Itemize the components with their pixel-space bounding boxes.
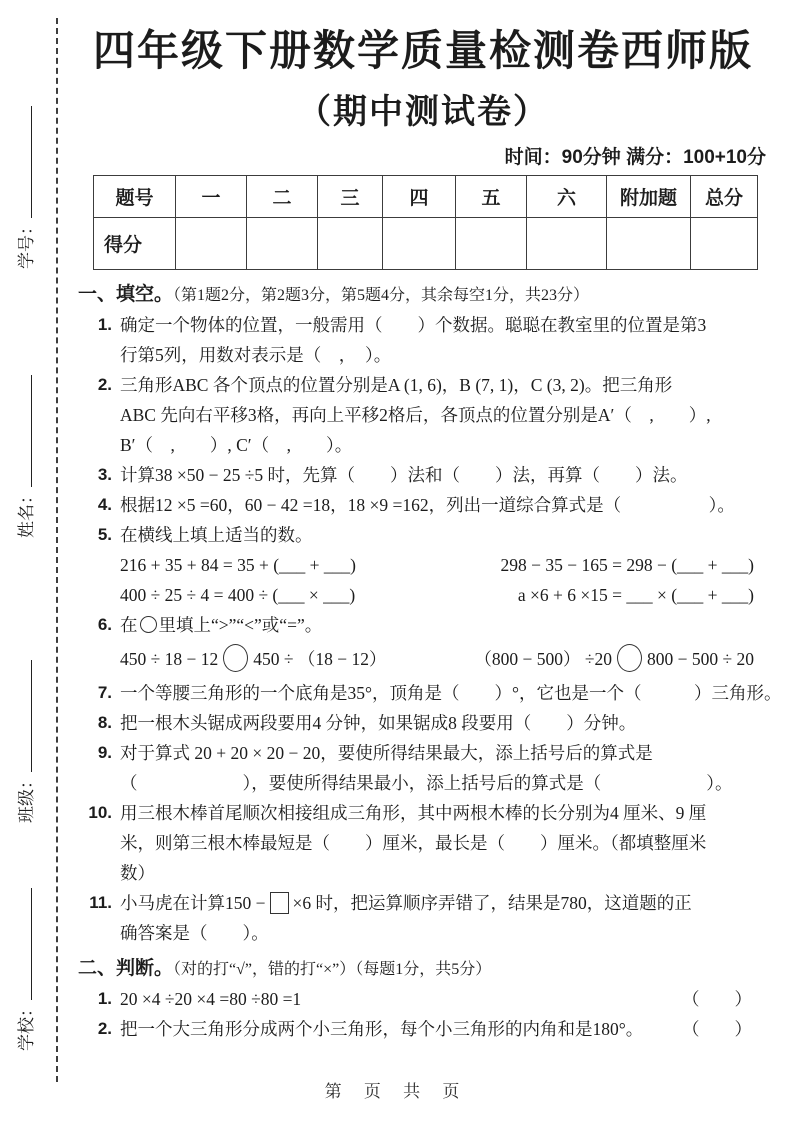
question-line: 根据12 ×5 =60，60 − 42 =18，18 ×9 =162，列出一道综合算式是（ ）。 (120, 495, 735, 515)
equation: 298 − 35 − 165 = 298 − (___ + ___) (500, 555, 754, 575)
question-item (78, 678, 782, 708)
question-line: 数） (120, 863, 155, 883)
question-number: 1. (97, 989, 112, 1008)
question-line: 确答案是（ ）。 (120, 923, 269, 943)
question-body (120, 460, 768, 490)
question-item (78, 984, 768, 1014)
question-line: 把一根木头锯成两段要用4 分钟，如果锯成8 段要用（ ）分钟。 (120, 713, 637, 733)
question-body (120, 738, 768, 798)
score-table-header-row (94, 176, 758, 218)
question-body (120, 1014, 768, 1044)
judge-statement: 20 ×4 ÷20 ×4 =80 ÷80 =1 (120, 989, 302, 1009)
fill-circle-icon (140, 616, 157, 633)
score-empty-cell (456, 218, 527, 270)
equation: 216 + 35 + 84 = 35 + (___ + ___) (120, 555, 357, 575)
paper-subtitle: （期中测试卷） (297, 93, 549, 131)
question-line: 三角形ABC 各个顶点的位置分别是A (1, 6)，B (7, 1)，C (3, 2)。把三角形 (120, 375, 673, 395)
section-fill-in-blanks (78, 281, 782, 948)
question-item (78, 738, 768, 798)
class-blank-line (14, 660, 32, 772)
question-line: 一个等腰三角形的一个底角是35°，顶角是（ ）°，它也是一个（ ）三角形。 (120, 683, 782, 703)
section-title: 二、判断。 (78, 958, 174, 979)
question-line: B′（ , ）, C′（ , ）。 (120, 435, 353, 455)
question-body (120, 708, 768, 738)
section-true-false-heading (78, 955, 768, 984)
question-number: 6. (97, 615, 112, 634)
score-header-cell: 二 (247, 176, 318, 218)
question-body (120, 310, 768, 370)
question-line: 在 里填上“>”“<”或“=”。 (120, 615, 323, 635)
question-body (120, 984, 768, 1014)
judge-row (120, 1014, 768, 1044)
equation: 400 ÷ 25 ÷ 4 = 400 ÷ (___ × ___) (120, 585, 356, 605)
equation: （800 − 500） ÷20 800 − 500 ÷ 20 (474, 640, 754, 678)
question-body (120, 490, 768, 520)
question-line: ABC 先向右平移3格，再向上平移2格后，各顶点的位置分别是A′（ , ）, (120, 405, 711, 425)
score-header-cell: 四 (383, 176, 456, 218)
score-header-cell: 一 (176, 176, 247, 218)
score-header-cell: 三 (318, 176, 383, 218)
paper-content (78, 0, 782, 1044)
question-item (78, 610, 768, 678)
score-empty-cell (383, 218, 456, 270)
question-line: 行第5列，用数对表示是（ ， ）。 (120, 345, 392, 365)
question-line: （ ），要使所得结果最小，添上括号后的算式是（ ）。 (120, 773, 733, 793)
question-line: 计算38 ×50 − 25 ÷5 时，先算（ ）法和（ ）法，再算（ ）法。 (120, 465, 688, 485)
section-title: 一、填空。 (78, 284, 174, 305)
score-header-cell: 六 (527, 176, 607, 218)
judge-answer-bracket: （ ） (682, 989, 752, 1009)
score-empty-cell (607, 218, 691, 270)
score-row-label: 得分 (94, 218, 176, 270)
time-score-info: 时间：90分钟 满分：100+10分 (504, 147, 766, 168)
comparison-circle (617, 644, 642, 672)
question-item (78, 888, 768, 948)
score-empty-cell (527, 218, 607, 270)
question-line: 在横线上填上适当的数。 (120, 525, 313, 545)
question-item (78, 310, 768, 370)
question-body (120, 370, 768, 460)
question-number: 7. (97, 683, 112, 702)
student-name-field (12, 352, 42, 538)
section-true-false (78, 955, 768, 1044)
score-header-cell: 题号 (94, 176, 176, 218)
page-footer: 第 页 共 页 (324, 1082, 469, 1101)
question-number: 11. (89, 893, 112, 912)
equation: a ×6 + 6 ×15 = ___ × (___ + ___) (517, 585, 754, 605)
section-note: （第1题2分，第2题3分，第5题4分，其余每空1分，共23分） (173, 287, 590, 304)
question-sections (78, 281, 782, 1044)
question-item (78, 370, 768, 460)
student-id-blank-line (14, 106, 32, 218)
student-name-label: 姓名： (17, 487, 36, 538)
question-item (78, 460, 768, 490)
class-field (12, 637, 42, 823)
question-line: 小马虎在计算150 − ×6 时，把运算顺序弄错了，结果是780，这道题的正 (120, 893, 692, 913)
student-id-field (12, 83, 42, 269)
question-number: 9. (97, 743, 112, 762)
question-number: 5. (97, 525, 112, 544)
school-field (12, 865, 42, 1051)
equation: 450 ÷ 18 − 12 450 ÷ （18 − 12） (120, 640, 386, 678)
question-number: 3. (97, 465, 112, 484)
equation-row (120, 550, 768, 580)
question-line: 米，则第三根木棒最短是（ ）厘米，最长是（ ）厘米。（都填整厘米 (120, 833, 707, 853)
question-number: 10. (88, 803, 112, 822)
score-table-score-row (94, 218, 758, 270)
judge-row (120, 984, 768, 1014)
comparison-circle (223, 644, 248, 672)
equation-row (120, 640, 768, 678)
student-id-label: 学号： (17, 218, 36, 269)
question-line: 用三根木棒首尾顺次相接组成三角形，其中两根木棒的长分别为4 厘米、9 厘 (120, 803, 707, 823)
question-number: 4. (97, 495, 112, 514)
score-header-cell: 五 (456, 176, 527, 218)
school-blank-line (14, 888, 32, 1000)
student-name-blank-line (14, 375, 32, 487)
question-body (120, 888, 768, 948)
equation-row (120, 580, 768, 610)
question-item (78, 490, 768, 520)
question-item (78, 1014, 768, 1044)
class-label: 班级： (17, 772, 36, 823)
question-number: 2. (97, 1019, 112, 1038)
score-empty-cell (691, 218, 758, 270)
question-body (120, 520, 768, 610)
question-body (120, 610, 768, 678)
score-empty-cell (176, 218, 247, 270)
question-item (78, 708, 768, 738)
question-body (120, 798, 768, 888)
score-header-cell: 总分 (691, 176, 758, 218)
judge-answer-bracket: （ ） (682, 1019, 752, 1039)
section-fill-in-blanks-heading (78, 281, 768, 310)
score-empty-cell (247, 218, 318, 270)
paper-title: 四年级下册数学质量检测卷西师版 (92, 27, 753, 74)
question-item (78, 520, 768, 610)
question-line: 确定一个物体的位置，一般需用（ ）个数据。聪聪在教室里的位置是第3 (120, 315, 707, 335)
question-number: 2. (97, 375, 112, 394)
score-table (93, 175, 758, 270)
judge-statement: 把一个大三角形分成两个小三角形，每个小三角形的内角和是180°。 (120, 1019, 644, 1039)
score-empty-cell (318, 218, 383, 270)
score-header-cell: 附加题 (607, 176, 691, 218)
question-number: 1. (97, 315, 112, 334)
question-line: 对于算式 20 + 20 × 20 − 20，要使所得结果最大，添上括号后的算式是 (120, 743, 653, 763)
question-item (78, 798, 768, 888)
answer-box (270, 892, 289, 914)
question-number: 8. (97, 713, 112, 732)
question-body (120, 678, 782, 708)
section-note: （对的打“√”，错的打“×”）（每题1分，共5分） (173, 961, 492, 978)
school-label: 学校： (17, 1000, 36, 1051)
margin-fields (0, 0, 70, 1122)
